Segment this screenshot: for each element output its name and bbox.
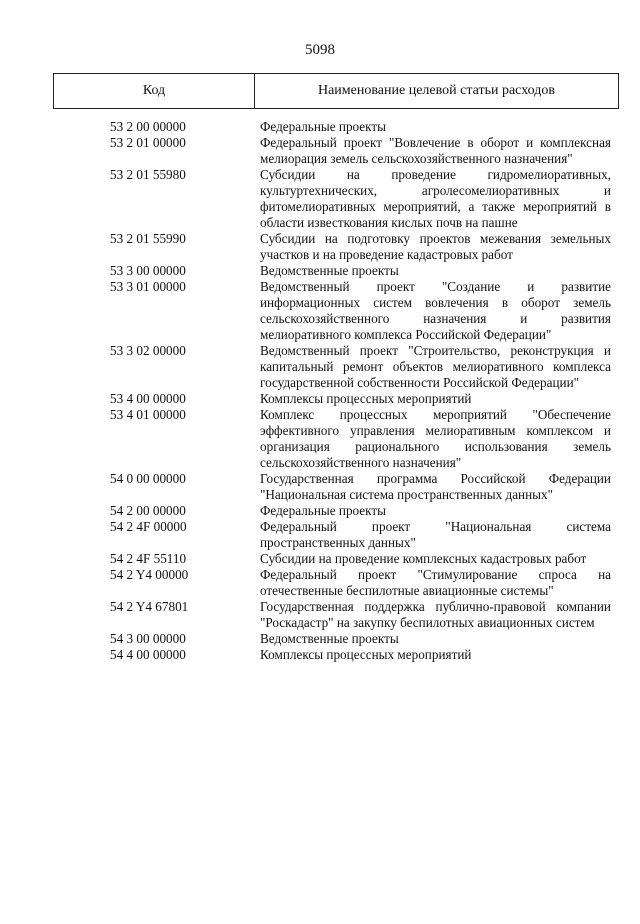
header-name: Наименование целевой статьи расходов <box>317 83 556 98</box>
row-code: 53 2 01 55980 <box>110 167 186 182</box>
row-code: 53 2 01 00000 <box>110 135 186 150</box>
row-code: 53 2 01 55990 <box>110 231 186 246</box>
page-number: 5098 <box>305 42 335 58</box>
row-code: 53 4 01 00000 <box>110 407 186 422</box>
table-row <box>0 263 640 279</box>
table-row <box>0 119 640 135</box>
row-code: 54 2 Y4 00000 <box>110 567 189 582</box>
row-code: 53 3 01 00000 <box>110 279 186 294</box>
row-code: 54 4 00 00000 <box>110 647 186 662</box>
row-text: Государственная программа Российской Федерации "Национальная система пространственных данных" <box>260 471 611 502</box>
row-text: Федеральный проект "Стимулирование спроса на отечественные беспилотные авиационные системы" <box>260 567 611 598</box>
row-code: 53 2 00 00000 <box>110 119 186 134</box>
table-row <box>0 599 640 631</box>
table-row <box>0 471 640 503</box>
table-header <box>53 73 619 109</box>
row-text: Ведомственный проект "Создание и развитие информационных систем вовлечения в оборот земель сельскохозяйственного назначения и развития мелиоративного комплекса Российской Федерации" <box>260 279 611 342</box>
table-row <box>0 503 640 519</box>
table-row <box>0 551 640 567</box>
table-row <box>0 567 640 599</box>
row-code: 54 2 Y4 67801 <box>110 599 189 614</box>
row-code: 54 2 00 00000 <box>110 503 186 518</box>
table-row <box>0 343 640 391</box>
row-text: Комплекс процессных мероприятий "Обеспечение эффективного управления мелиоративным комплексом и организация рационального использования земель сельскохозяйственного назначения" <box>260 407 611 470</box>
row-text: Комплексы процессных мероприятий <box>260 391 472 406</box>
row-text: Ведомственные проекты <box>260 263 399 278</box>
row-code: 53 4 00 00000 <box>110 391 186 406</box>
row-text: Субсидии на проведение гидромелиоративных, культуртехнических, агролесомелиоративных и фитомелиоративных мероприятий, а также мероприятий в области известкования кислых почв на пашне <box>260 167 611 230</box>
row-text: Федеральные проекты <box>260 119 387 134</box>
row-text: Федеральный проект "Вовлечение в оборот и комплексная мелиорация земель сельскохозяйственного назначения" <box>260 135 611 166</box>
row-code: 54 3 00 00000 <box>110 631 186 646</box>
table-row <box>0 631 640 647</box>
row-text: Ведомственные проекты <box>260 631 399 646</box>
header-code: Код <box>54 74 255 108</box>
table-row <box>0 135 640 167</box>
row-code: 53 3 02 00000 <box>110 343 186 358</box>
row-text: Субсидии на подготовку проектов межевания земельных участков и на проведение кадастровых работ <box>260 231 611 262</box>
row-text: Ведомственный проект "Строительство, реконструкция и капитальный ремонт объектов мелиоративного комплекса государственной собственности Российской Федерации" <box>260 343 611 390</box>
table-body <box>0 119 640 663</box>
row-code: 53 3 00 00000 <box>110 263 186 278</box>
table-row <box>0 391 640 407</box>
row-text: Федеральный проект "Национальная система пространственных данных" <box>260 519 611 550</box>
row-code: 54 2 4F 00000 <box>110 519 187 534</box>
table-row <box>0 519 640 551</box>
table-row <box>0 407 640 471</box>
row-code: 54 0 00 00000 <box>110 471 186 486</box>
row-text: Субсидии на проведение комплексных кадастровых работ <box>260 551 587 566</box>
table-row <box>0 231 640 263</box>
table-row <box>0 279 640 343</box>
table-row <box>0 167 640 231</box>
row-code: 54 2 4F 55110 <box>110 551 187 566</box>
row-text: Государственная поддержка публично-правовой компании "Роскадастр" на закупку беспилотных авиационных систем <box>260 599 611 630</box>
row-text: Федеральные проекты <box>260 503 387 518</box>
row-text: Комплексы процессных мероприятий <box>260 647 472 662</box>
table-row <box>0 647 640 663</box>
